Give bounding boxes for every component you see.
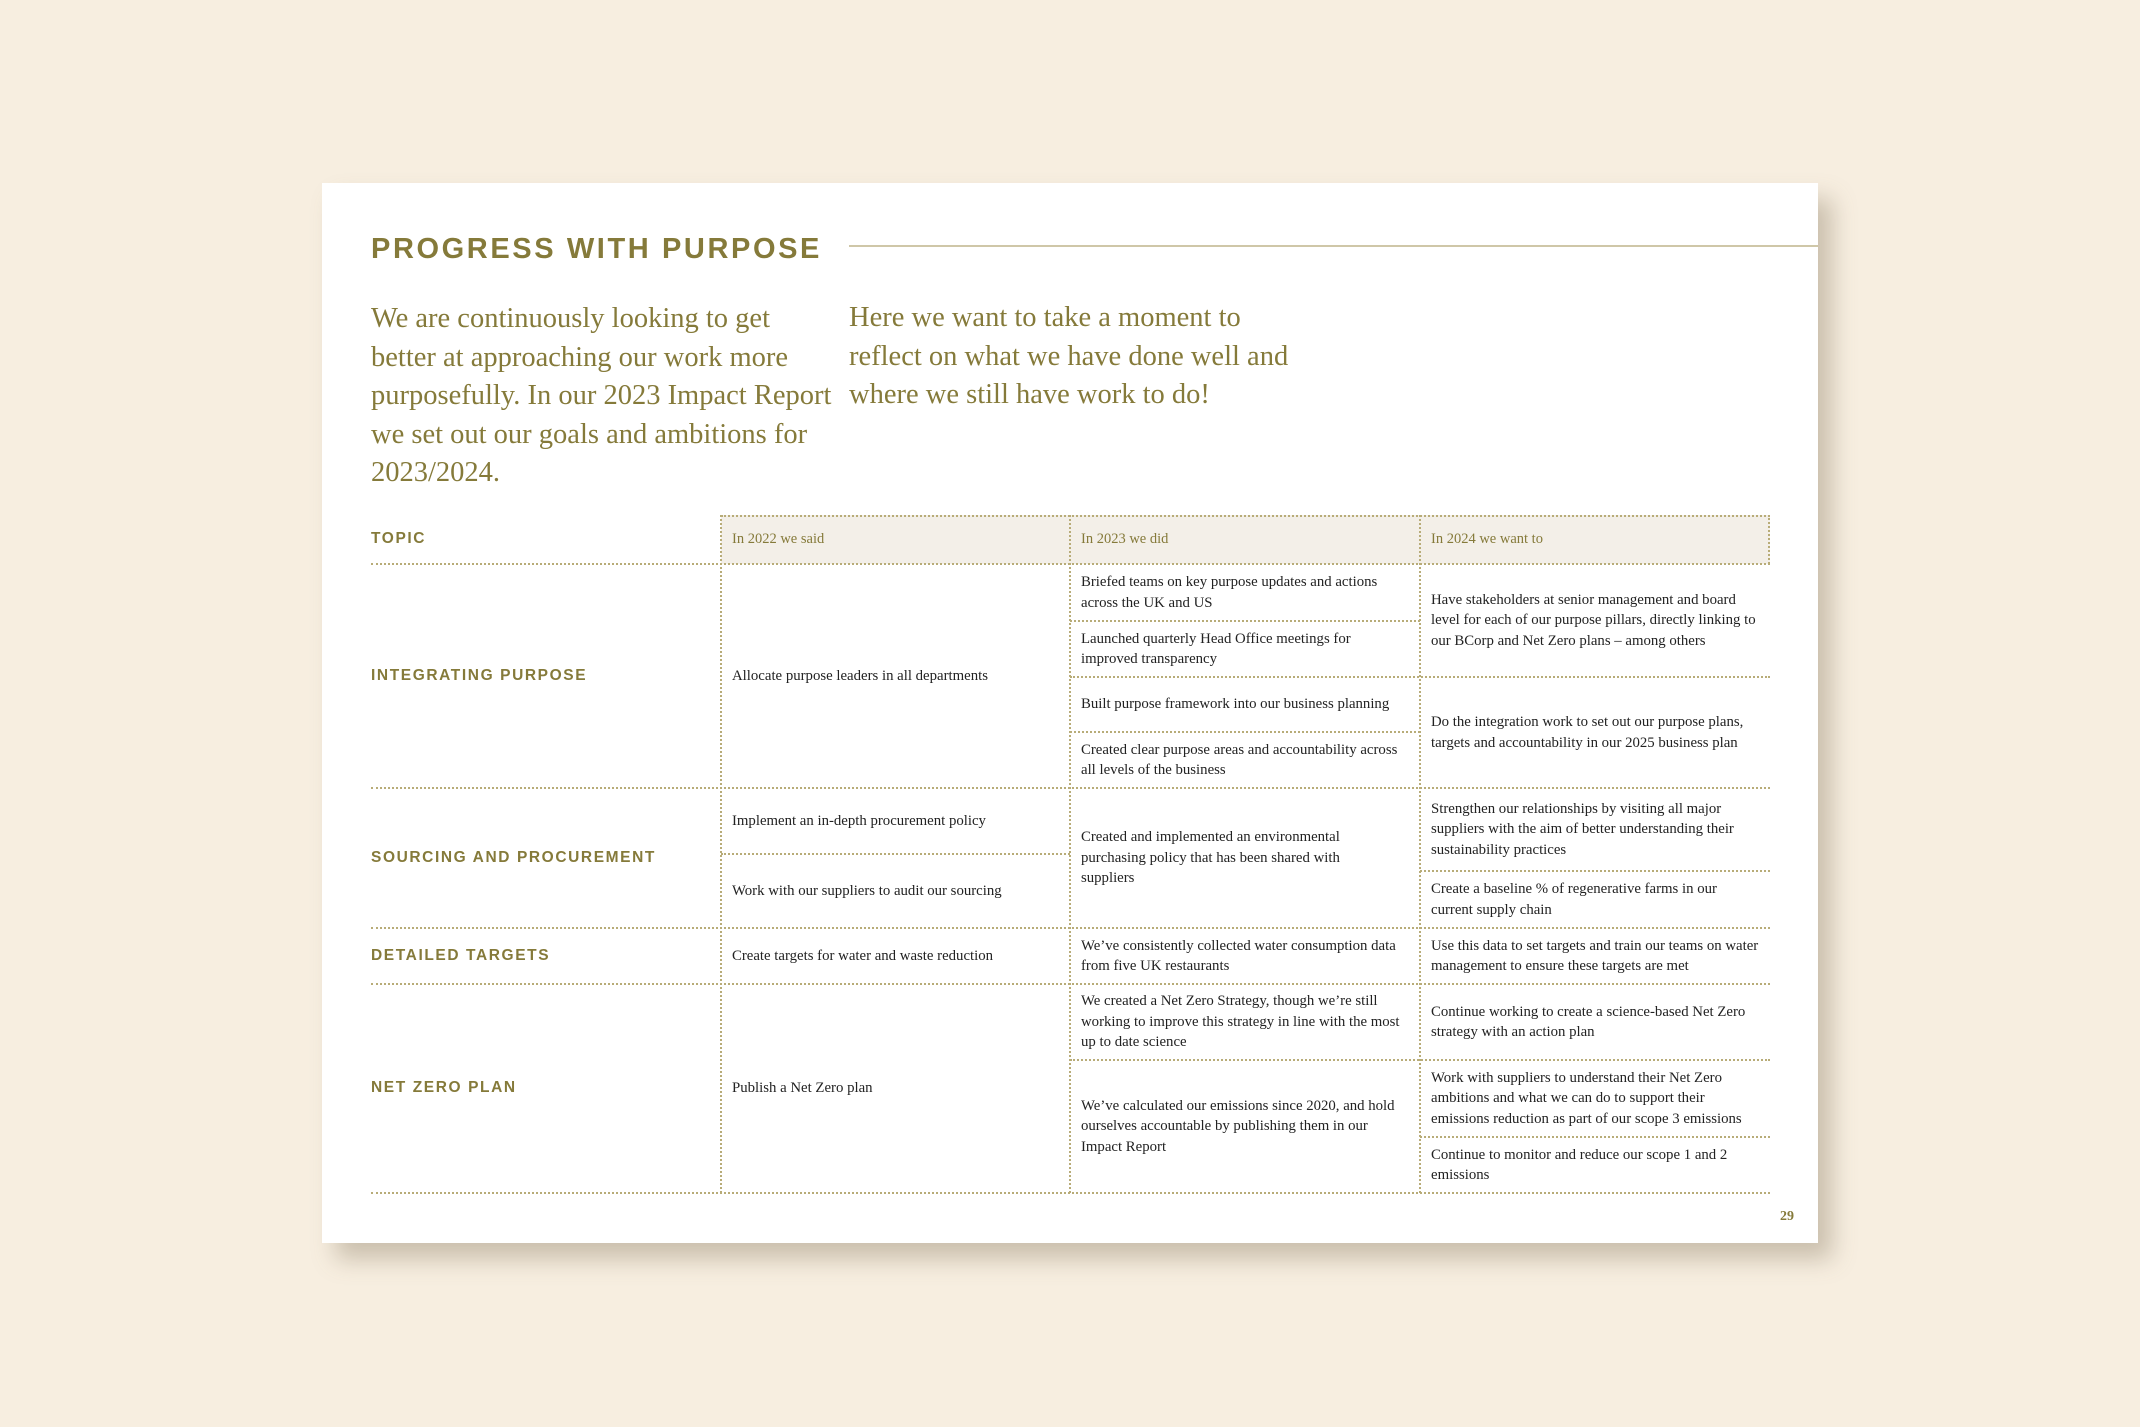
said-cell: Publish a Net Zero plan <box>732 1080 873 1097</box>
said-cell: Allocate purpose leaders in all departments <box>732 667 988 684</box>
want-cell: Strengthen our relationships by visiting all major suppliers with the aim of better understanding their sustainability practices <box>1431 800 1734 858</box>
want-cell: Work with suppliers to understand their Net Zero ambitions and what we can do to support their emissions reduction as part of our scope 3 emissions <box>1431 1069 1742 1127</box>
topic-sourcing-procurement: SOURCING AND PROCUREMENT <box>371 848 656 866</box>
report-page <box>322 183 1818 1243</box>
said-cell: Create targets for water and waste reduction <box>732 947 994 964</box>
did-cell: Created clear purpose areas and accountability across all levels of the business <box>1081 741 1398 778</box>
did-cell: We’ve consistently collected water consumption data from five UK restaurants <box>1081 937 1396 974</box>
grid-line <box>721 853 1070 855</box>
progress-table <box>371 515 1770 1193</box>
did-cell: We created a Net Zero Strategy, though we’re still working to improve this strategy in line with the most up to date science <box>1081 993 1400 1051</box>
did-cell: We’ve calculated our emissions since 2020, and hold ourselves accountable by publishing them in our Impact Report <box>1081 1097 1395 1155</box>
grid-line <box>1070 731 1420 733</box>
page-number: 29 <box>1780 1209 1794 1224</box>
topic-net-zero-plan: NET ZERO PLAN <box>371 1079 517 1097</box>
did-cell: Briefed teams on key purpose updates and actions across the UK and US <box>1081 574 1378 611</box>
topic-detailed-targets: DETAILED TARGETS <box>371 946 551 964</box>
grid-line <box>721 515 1770 517</box>
want-cell: Create a baseline % of regenerative farms in our current supply chain <box>1431 881 1717 918</box>
did-cell: Created and implemented an environmental purchasing policy that has been shared with suppliers <box>1081 829 1340 887</box>
want-cell: Do the integration work to set out our purpose plans, targets and accountability in our 2025 business plan <box>1431 714 1744 751</box>
said-cell: Implement an in-depth procurement policy <box>732 812 986 829</box>
title-rule <box>849 245 1818 247</box>
grid-line <box>1420 870 1770 872</box>
want-cell: Continue working to create a science-based Net Zero strategy with an action plan <box>1431 1003 1746 1040</box>
grid-line <box>1419 515 1421 1193</box>
want-cell: Continue to monitor and reduce our scope 1 and 2 emissions <box>1431 1146 1728 1183</box>
did-cell: Built purpose framework into our business planning <box>1081 696 1390 713</box>
header-2022: In 2022 we said <box>721 515 1070 564</box>
want-cell: Have stakeholders at senior management and board level for each of our purpose pillars, directly linking to our BCorp and Net Zero plans – among others <box>1431 591 1756 649</box>
grid-line <box>1070 620 1420 622</box>
want-cell: Use this data to set targets and train our teams on water management to ensure these targets are met <box>1431 937 1759 974</box>
grid-line <box>1420 1136 1770 1138</box>
header-topic: TOPIC <box>371 530 427 548</box>
intro-paragraph-1: We are continuously looking to get better at approaching our work more purposefully. In our 2023 Impact Report we set out our goals and ambitions for 2023/2024. <box>371 303 832 488</box>
grid-line <box>720 515 722 1193</box>
said-cell: Work with our suppliers to audit our sourcing <box>732 882 1002 899</box>
did-cell: Launched quarterly Head Office meetings for improved transparency <box>1081 630 1351 667</box>
grid-line <box>1069 515 1071 1193</box>
topic-integrating-purpose: INTEGRATING PURPOSE <box>371 666 588 684</box>
header-2023: In 2023 we did <box>1070 515 1420 564</box>
intro-paragraph-2: Here we want to take a moment to reflect on what we have done well and where we still have work to do! <box>849 302 1289 410</box>
grid-line <box>1768 515 1770 564</box>
header-2024: In 2024 we want to <box>1420 515 1770 564</box>
page-title: PROGRESS WITH PURPOSE <box>371 233 822 265</box>
